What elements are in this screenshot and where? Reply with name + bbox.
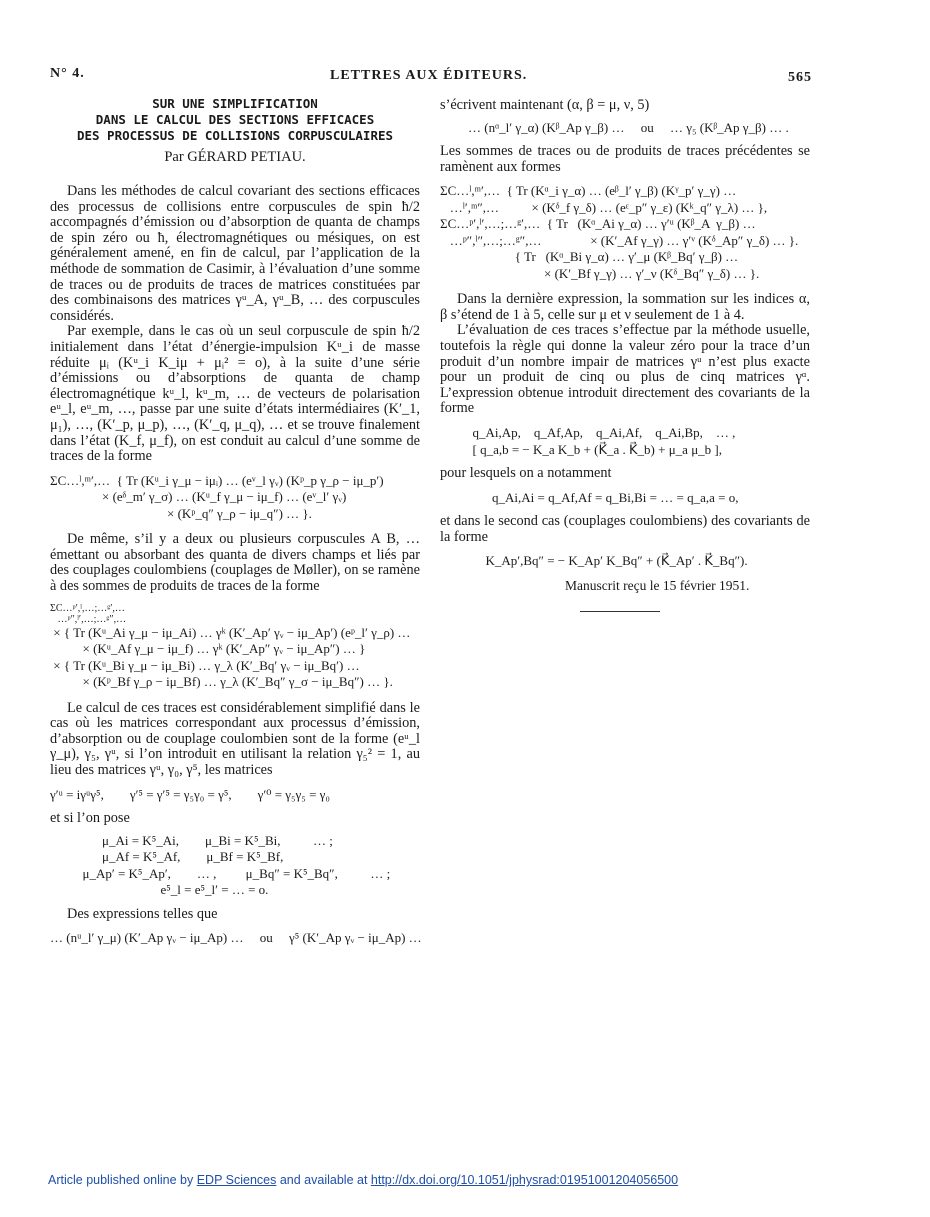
formula-reduced-forms bbox=[440, 183, 810, 282]
formula-line: × (eᵟ_m′ γ_σ) … (Kᵘ_f γ_μ − iμ_f) … (eᵛ_l′ γᵥ) bbox=[50, 489, 347, 505]
left-column bbox=[50, 96, 420, 947]
formula-line: ΣC…ᵖ′,ˡ′,…;…ᵍ′,… { Tr (Kᵅ_Ai γ_α) … γ′ᵘ (Kᵝ_A γ_β) … bbox=[440, 216, 756, 232]
formula-line: q_Ai,Ap, q_Af,Ap, q_Ai,Af, q_Ai,Bp, … , bbox=[440, 425, 736, 441]
paragraph-multiple-corpuscles: De même, s’il y a deux ou plusieurs corpuscules A B, … émettant ou absorbant des quanta de divers champs et liés par des couplages coulombiens (couplages de Møller), on se ramène à des sommes de produits de traces de la forme bbox=[50, 531, 420, 594]
title-line-3: DES PROCESSUS DE COLLISIONS CORPUSCULAIRES bbox=[76, 128, 394, 143]
formula-line: μ_Ap′ = K⁵_Ap′, … , μ_Bq″ = K⁵_Bq″, … ; bbox=[50, 865, 391, 881]
formula-line: …ᵖ″,ˡ″,…;…ᵍ″,… × (K′_Af γ_γ) … γ′ᵛ (Kᵟ_Ap″ γ_δ) … }. bbox=[440, 232, 799, 248]
formula-line: ΣC…ᵖ′,ˡ,…;…ᵍ′,… bbox=[50, 602, 125, 614]
paragraph-sums-reduce: Les sommes de traces ou de produits de traces précédentes se ramènent aux formes bbox=[440, 143, 810, 175]
paragraph-expressions: Des expressions telles que bbox=[67, 905, 218, 922]
formula-line: …ˡ′,ᵐ″,… × (Kᵟ_f γ_δ) … (eᵋ_p″ γ_ε) (Kᵏ_q″ γ_λ) … }, bbox=[440, 199, 768, 215]
formula-line: × { Tr (Kᵘ_Bi γ_μ − iμ_Bi) … γ_λ (K′_Bq′ γᵥ − iμ_Bq′) … bbox=[50, 657, 360, 673]
formula-trace-sum bbox=[50, 473, 420, 523]
end-rule bbox=[580, 611, 660, 612]
formula-line: × (Kᵘ_Af γ_μ − iμ_f) … γᵏ (K′_Ap″ γᵥ − iμ_Ap″) … } bbox=[50, 641, 366, 657]
formula-line: ΣC…ˡ,ᵐ′,… { Tr (Kᵘ_i γ_μ − iμᵢ) … (eᵛ_l γᵥ) (Kᵖ_p γ_ρ − iμ_p′) bbox=[50, 472, 384, 488]
title-line-2: DANS LE CALCUL DES SECTIONS EFFICACES bbox=[95, 112, 375, 127]
issue-number: N° 4. bbox=[50, 66, 85, 81]
formula-rewritten: … (nᵅ_l′ γ_α) (Kᵝ_Ap γ_β) … ou … γ₅ (Kᵝ_Ap γ_β) … . bbox=[468, 119, 789, 135]
formula-new-matrices: γ′ᵘ = iγᵘγ⁵, γ′⁵ = γ′⁵ = γ₅γ₀ = γ⁵, γ′⁰ = γ₅γ₅ = γ₀ bbox=[50, 786, 330, 802]
formula-covariants bbox=[440, 425, 810, 458]
paragraph-written-now: s’écrivent maintenant (α, β = μ, ν, 5) bbox=[440, 97, 650, 113]
formula-product-traces bbox=[50, 603, 420, 691]
article-author: Par GÉRARD PETIAU. bbox=[164, 149, 306, 165]
paragraph-evaluation: L’évaluation de ces traces s’effectue par la méthode usuelle, toutefois la règle qui donne la valeur zéro pour la trace d’un produit d’un nombre impair de matrices γᵘ n’est plus exacte pour un produit de cinq ou plus de cinq matrices γᵅ. L’expression obtenue introduit directement des covariants de la forme bbox=[440, 322, 810, 417]
manuscript-received: Manuscrit reçu le 15 février 1951. bbox=[565, 577, 750, 593]
article-title bbox=[50, 96, 420, 144]
title-line-1: SUR UNE SIMPLIFICATION bbox=[152, 96, 318, 111]
footer-prefix: Article published online by bbox=[48, 1173, 197, 1187]
formula-coulomb-covariant: K_Ap′,Bq″ = − K_Ap′ K_Bq″ + (K⃗_Ap′ . K⃗_Bq″). bbox=[440, 553, 748, 569]
formula-line: e⁵_l = e⁵_l′ = … = o. bbox=[50, 882, 269, 898]
formula-zero-covariants: q_Ai,Ai = q_Af,Af = q_Bi,Bi = … = q_a,a = o, bbox=[440, 489, 739, 505]
paragraph-pose: et si l’on pose bbox=[50, 810, 130, 827]
formula-line: [ q_a,b = − K_a K_b + (K⃗_a . K⃗_b) + μ_a μ_b ], bbox=[440, 441, 722, 457]
formula-line: × (Kᵖ_q″ γ_ρ − iμ_q″) … }. bbox=[50, 505, 312, 521]
right-column bbox=[440, 98, 810, 612]
formula-line: …ᵖ″,ˡ′,…;…ᵍ″,… bbox=[50, 613, 127, 625]
formula-line: × { Tr (Kᵘ_Ai γ_μ − iμ_Ai) … γᵏ (K′_Ap′ γᵥ − iμ_Ap′) (eᵖ_l′ γ_ρ) … bbox=[50, 624, 411, 640]
publication-footer bbox=[48, 1173, 678, 1187]
formula-line: × (Kᵖ_Bf γ_ρ − iμ_Bf) … γ_λ (K′_Bq″ γ_σ − iμ_Bq″) … }. bbox=[50, 674, 393, 690]
paragraph-example: Par exemple, dans le cas où un seul corpuscule de spin ħ/2 initialement dans l’état d’énergie-impulsion Kᵘ_i de masse réduite μᵢ (Kᵘ_i K_iμ + μᵢ² = o), à la suite d’une série d’émissions ou d’absorptions de quanta de champ électromagnétique kᵘ_l, kᵘ_m, … de vecteurs de polarisation eᵘ_l, eᵘ_m, …, passe par une suite d’états intermédiaires (K′_1, μ₁), …, (K′_p, μ_p), …, (K′_q, μ_q), … et se trouve finalement dans l’état (K_f, μ_f), on est conduit au calcul d’une somme de traces de la forme bbox=[50, 323, 420, 465]
publisher-link[interactable]: EDP Sciences bbox=[196, 1173, 277, 1187]
formula-line: μ_Af = K⁵_Af, μ_Bf = K⁵_Bf, bbox=[50, 849, 284, 865]
paragraph-second-case: et dans le second cas (couplages coulombiens) des covariants de la forme bbox=[440, 513, 810, 545]
formula-line: ΣC…ˡ,ᵐ′,… { Tr (Kᵅ_i γ_α) … (eᵝ_l′ γ_β) (Kᵞ_p′ γ_γ) … bbox=[440, 183, 737, 199]
doi-link[interactable]: http://dx.doi.org/10.1051/jphysrad:01951001204056500 bbox=[370, 1173, 679, 1187]
paragraph-summation-indices: Dans la dernière expression, la sommation sur les indices α, β s’étend de 1 à 5, celle sur μ et ν seulement de 1 à 4. bbox=[440, 291, 810, 323]
formula-expressions: … (nᵘ_l′ γ_μ) (K′_Ap γᵥ − iμ_Ap) … ou γ⁵ (K′_Ap γᵥ − iμ_Ap) … bbox=[50, 930, 422, 946]
running-title: LETTRES AUX ÉDITEURS. bbox=[330, 68, 528, 83]
footer-middle: and available at bbox=[276, 1173, 371, 1187]
formula-line: { Tr (Kᵅ_Bi γ_α) … γ′_μ (Kᵝ_Bq′ γ_β) … bbox=[440, 249, 739, 265]
page-number: 565 bbox=[788, 70, 812, 85]
paragraph-notably: pour lesquels on a notamment bbox=[440, 465, 612, 482]
formula-line: μ_Ai = K⁵_Ai, μ_Bi = K⁵_Bi, … ; bbox=[50, 832, 333, 848]
formula-line: × (K′_Bf γ_γ) … γ′_ν (Kᵟ_Bq″ γ_δ) … }. bbox=[440, 265, 760, 281]
paragraph-simplification: Le calcul de ces traces est considérablement simplifié dans le cas où les matrices correspondant aux processus d’émission, d’absorption ou de couplage coulombien sont de la forme (eᵘ_l γ_μ), γ₅, γᵘ, si l’on introduit en utilisant la relation γ₅² = 1, au lieu des matrices γᵘ, γ₀, γ⁵, les matrices bbox=[50, 699, 420, 778]
paragraph-intro: Dans les méthodes de calcul covariant des sections efficaces des processus de collisions entre corpuscules de spin ħ/2 accompagnés d’émission ou d’absorption de quanta de champs de spin zéro ou ħ, électromagnétiques ou mésiques, on est généralement amené, en fin de calcul, par l’application de la méthode de sommation de Casimir, à l’évaluation d’une somme de traces ou de produits de traces de matrices constituées par des combinaisons des matrices γᵘ_A, γᵘ_B, … des corpuscules considérés. bbox=[50, 183, 420, 324]
formula-definitions bbox=[50, 833, 420, 899]
